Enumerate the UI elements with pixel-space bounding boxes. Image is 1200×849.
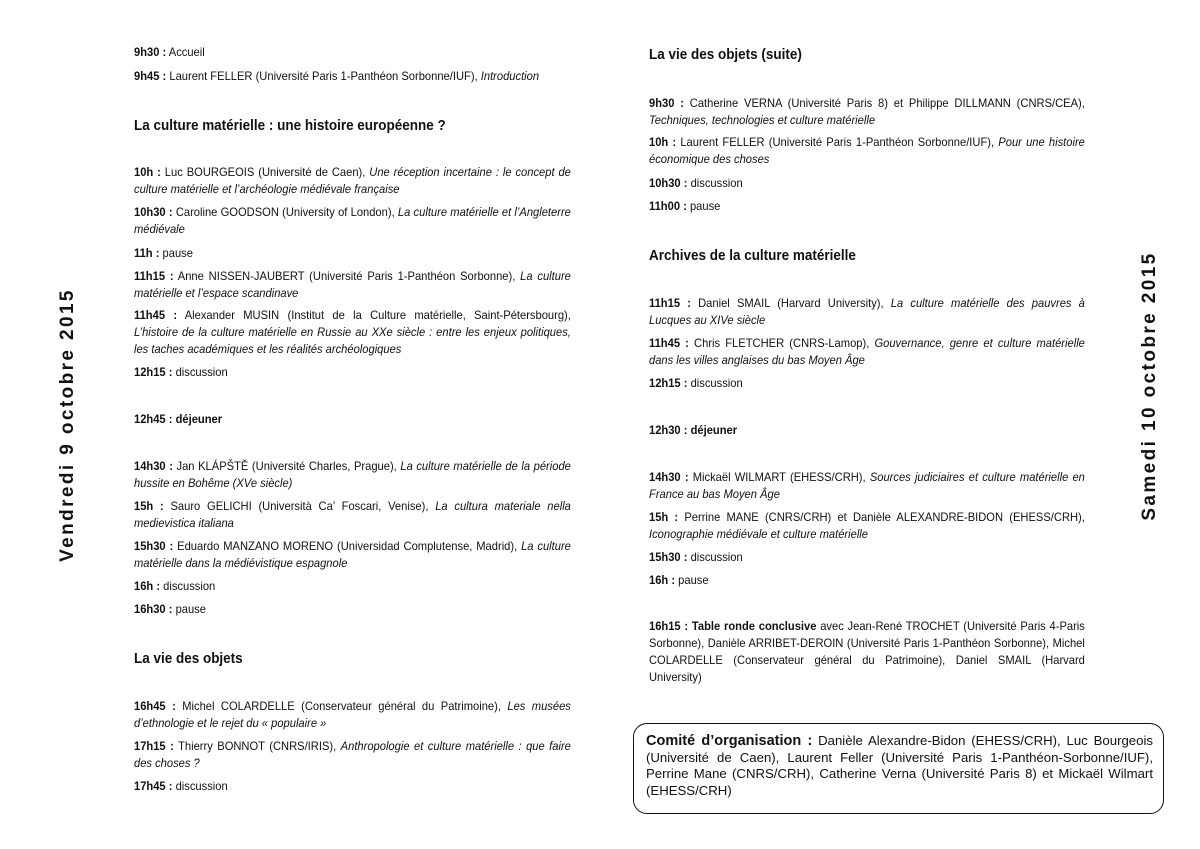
program-entry: 11h : pause	[134, 246, 193, 260]
program-entry: 16h15 : Table ronde conclusive avec Jean-René TROCHET (Université Paris 4-Paris Sorbonne), Danièle ARRIBET-DEROIN (Université Paris 1-Panthéon Sorbonne), Michel COLARDELLE (Conservateur général du Patrimoine), Daniel SMAIL (Harvard University)	[649, 619, 1085, 684]
day-title-saturday: Samedi 10 octobre 2015	[1139, 251, 1160, 521]
section-heading: Archives de la culture matérielle	[649, 248, 856, 264]
program-entry: 12h15 : discussion	[134, 365, 228, 379]
program-entry: 16h : discussion	[134, 579, 216, 593]
program-entry: 15h30 : discussion	[649, 550, 743, 564]
program-entry: 11h15 : Daniel SMAIL (Harvard University), La culture matérielle des pauvres à Lucques au XIVe siècle	[649, 296, 1085, 327]
program-entry: 16h45 : Michel COLARDELLE (Conservateur général du Patrimoine), Les musées d’ethnologie et le rejet du « populaire »	[134, 699, 571, 730]
section-heading: La vie des objets (suite)	[649, 47, 802, 63]
program-entry: 9h30 : Catherine VERNA (Université Paris 8) et Philippe DILLMANN (CNRS/CEA), Techniques, technologies et culture matérielle	[649, 96, 1085, 127]
program-entry: 14h30 : Jan KLÁPŠTĚ (Université Charles, Prague), La culture matérielle de la période hussite en Bohême (XVe siècle)	[134, 459, 571, 490]
program-entry: 15h : Perrine MANE (CNRS/CRH) et Danièle ALEXANDRE-BIDON (EHESS/CRH), Iconographie médiévale et culture matérielle	[649, 510, 1085, 541]
section-heading: La culture matérielle : une histoire européenne ?	[134, 118, 446, 134]
program-entry: 17h15 : Thierry BONNOT (CNRS/IRIS), Anthropologie et culture matérielle : que faire des choses ?	[134, 739, 571, 770]
program-entry: 9h30 : Accueil	[134, 45, 205, 59]
program-entry: 9h45 : Laurent FELLER (Université Paris 1-Panthéon Sorbonne/IUF), Introduction	[134, 69, 540, 83]
program-entry: 15h : Sauro GELICHI (Università Ca’ Foscari, Venise), La cultura materiale nella medievistica italiana	[134, 499, 571, 530]
organizing-committee-box	[633, 723, 1164, 814]
program-entry: 14h30 : Mickaël WILMART (EHESS/CRH), Sources judiciaires et culture matérielle en France au bas Moyen Âge	[649, 470, 1085, 501]
program-entry: 11h00 : pause	[649, 199, 721, 213]
committee-members: Danièle Alexandre-Bidon (EHESS/CRH), Luc Bourgeois (Université de Caen), Laurent Feller (Université Paris 1-Panthéon-Sorbonne/IUF), Perrine Mane (CNRS/CRH), Catherine Verna (Université Paris 8) et Mickaël Wilmart (EHESS/CRH)	[646, 733, 1153, 798]
program-entry: 11h15 : Anne NISSEN-JAUBERT (Université Paris 1-Panthéon Sorbonne), La culture matérielle et l’espace scandinave	[134, 269, 571, 300]
section-heading: La vie des objets	[134, 651, 243, 667]
program-entry: 10h : Luc BOURGEOIS (Université de Caen), Une réception incertaine : le concept de culture matérielle et l’archéologie médiévale française	[134, 165, 571, 196]
program-entry: 15h30 : Eduardo MANZANO MORENO (Universidad Complutense, Madrid), La culture matérielle dans la médiévistique espagnole	[134, 539, 571, 570]
committee-label: Comité d’organisation :	[646, 733, 813, 749]
day-title-friday: Vendredi 9 octobre 2015	[57, 288, 78, 562]
program-entry: 17h45 : discussion	[134, 779, 228, 793]
program-entry: 12h45 : déjeuner	[134, 412, 223, 426]
program-entry: 10h30 : discussion	[649, 176, 743, 190]
program-entry: 11h45 : Chris FLETCHER (CNRS-Lamop), Gouvernance, genre et culture matérielle dans les villes anglaises du bas Moyen Âge	[649, 336, 1085, 367]
program-entry: 12h30 : déjeuner	[649, 423, 738, 437]
program-entry: 16h : pause	[649, 573, 709, 587]
program-entry: 12h15 : discussion	[649, 376, 743, 390]
program-entry: 11h45 : Alexander MUSIN (Institut de la Culture matérielle, Saint-Pétersbourg), L’histoire de la culture matérielle en Russie au XXe siècle : entre les enjeux politiques, les taches académiques et les réalités archéologiques	[134, 308, 571, 356]
program-entry: 16h30 : pause	[134, 602, 206, 616]
program-entry: 10h : Laurent FELLER (Université Paris 1-Panthéon Sorbonne/IUF), Pour une histoire économique des choses	[649, 135, 1085, 166]
program-entry: 10h30 : Caroline GOODSON (University of London), La culture matérielle et l’Angleterre médiévale	[134, 205, 571, 236]
